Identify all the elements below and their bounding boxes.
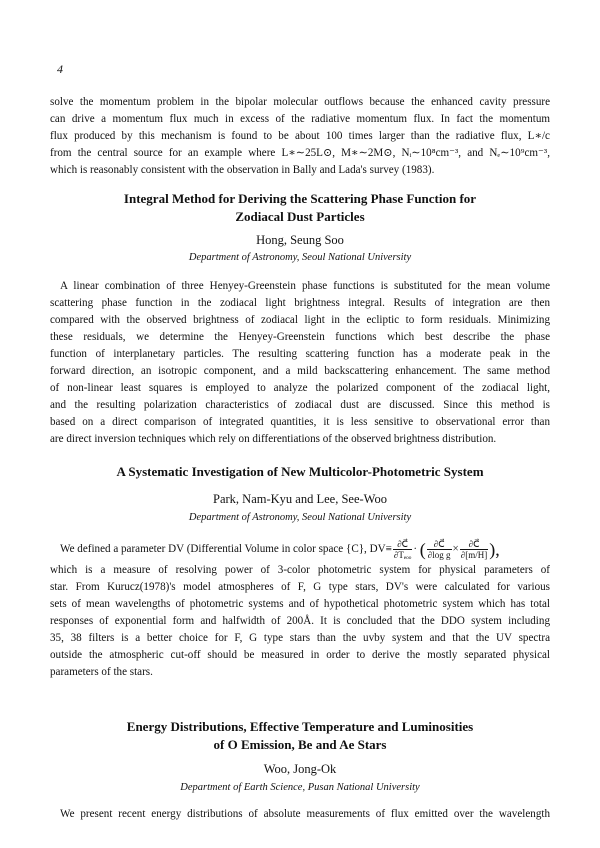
title-line: Energy Distributions, Effective Temperature and Luminosities (126, 719, 474, 734)
title-line: A Systematic Investigation of New Multicolor-Photometric System (116, 464, 484, 479)
section-title (40, 463, 560, 481)
fraction: $\frac{\partial C⃗}{\text{∂log g}}$ (427, 538, 451, 560)
title-line: Zodiacal Dust Particles (235, 209, 365, 224)
text-line: A linear combination of three Henyey-Greenstein phase functions is substituted for the mean volume (60, 280, 550, 292)
page-number: 4 (57, 62, 63, 76)
text-line: based on a direct comparison of integrated quantities, it is less sensitive to observational error than (50, 416, 550, 428)
text-line: can drive a momentum flux much in excess of the radiative momentum flux. In fact the momentum (50, 113, 550, 125)
text-line: which is a measure of resolving power of 3-color photometric system for physical parameters of (50, 564, 550, 576)
fraction: $\frac{\partial C⃗}{\partial[m/H]}$ (460, 538, 488, 560)
text-line: are direct inversion techniques which rely on differentiations of the observed brightness distribution. (50, 433, 497, 445)
text-line: and the resulting polarization characteristics of zodiacal dust are discussed. Since this method is (50, 399, 550, 411)
text-line: of non-linear least squares is employed to analyze the polarized component of the zodiacal light, (50, 382, 550, 394)
author-name: Hong, Seung Soo (256, 233, 344, 247)
title-line: Integral Method for Deriving the Scattering Phase Function for (123, 191, 477, 206)
affiliation: Department of Astronomy, Seoul National University (188, 512, 412, 523)
text-line: sets of mean wavelengths of photometric systems and of hypothetical photometric system which has total (50, 598, 550, 610)
affiliation: Department of Astronomy, Seoul National University (188, 252, 412, 263)
fraction: $\frac{\partial C⃗}{\text{∂Tₑₒₒ}}$ (393, 538, 412, 560)
text-line: star. From Kurucz(1978)'s model atmospheres of F, G type stars, DV's were calculated for various (50, 581, 550, 593)
text-line: parameters of the stars. (50, 666, 153, 678)
intro-paragraph (50, 94, 550, 179)
abstract-paragraph (50, 806, 550, 823)
text-line: these residuals, we determine the Henyey-Greenstein functions which best describe the phase (50, 331, 550, 343)
text-line: responses of exponential form and halfwidth of 200Å. It is concluded that the DDO system including (50, 615, 550, 627)
text-line: We present recent energy distributions of absolute measurements of flux emitted over the wavelength (60, 808, 550, 820)
text-line: outside the atmospheric cut-off should be measured in order to derive the mostly separated physical (50, 649, 550, 661)
text-line: We defined a parameter DV (Differential Volume in color space {C}, DV≡ (60, 543, 392, 555)
text-line: from the central source for an example where L∗∼25L⊙, M∗∼2M⊙, Nᵢ∼10⁸cm⁻³, and Nₑ∼10⁹cm⁻³, (50, 147, 550, 159)
text-line: 35, 38 filters is a better choice for F, G type stars than the uvby system and that the UV spectra (50, 632, 550, 644)
text-line: scattering phase function in the zodiacal light brightness integral. Results of integration are then (50, 297, 550, 309)
text-line: solve the momentum problem in the bipolar molecular outflows because the enhanced cavity pressure (50, 96, 550, 108)
text-line: forward direction, an isotropic component, and a mild backscattering enhancement. The same method (50, 365, 550, 377)
abstract-paragraph (50, 278, 550, 448)
section-title (40, 190, 560, 226)
text-line: function of interplanetary particles. The resulting scattering function has a moderate peak in the (50, 348, 550, 360)
author-name: Woo, Jong-Ok (263, 762, 337, 776)
author-name: Park, Nam-Kyu and Lee, See-Woo (213, 492, 387, 506)
formula-line: We defined a parameter DV (Differential Volume in color space {C}, DV≡ $\frac{\partial C⃗}{\text{∂Tₑₒₒ}}$ · ( $\frac{\partial C⃗}{\text{∂log g}}$ × $\frac{\partial C⃗}{\partial[m/H]}$ ), (60, 538, 500, 560)
title-line: of O Emission, Be and Ae Stars (213, 737, 387, 752)
text-line: which is reasonably consistent with the observation in Bally and Lada's survey (1983). (50, 164, 435, 176)
affiliation: Department of Earth Science, Pusan National University (180, 782, 420, 793)
abstract-paragraph (50, 536, 550, 681)
text-line: flux produced by this mechanism is found to be about 100 times larger than the radiative flux, L∗/c (50, 130, 550, 142)
section-title (40, 718, 560, 754)
text-line: compared with the observed brightness of zodiacal light in the ecliptic to form residuals. Minimizing (50, 314, 550, 326)
